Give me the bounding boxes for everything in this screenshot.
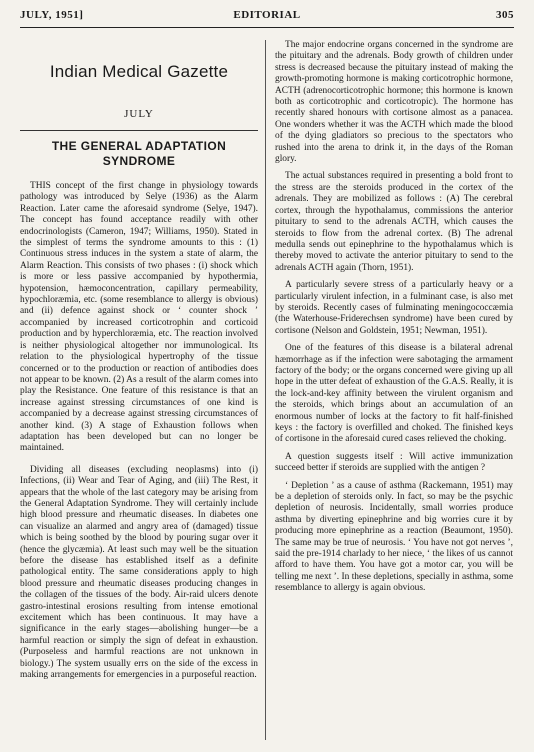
header-rule — [20, 27, 514, 28]
left-paragraph-2: Dividing all diseases (excluding neoplasms) into (i) Infections, (ii) Wear and Tear of Aging, and (iii) The Rest, it appears that the whole of the last category may be arising from the General Adaptation Syndrome. They will certainly include high blood pressure and rheumatic diseases. In diabetes one can visualize an alarmed and angry area of (damaged) tissue which is being soothed by the blood by pouring sugar over it (hence the glycæmia). At least such may well be the situation before the disease has established itself as a definite pathological entity. The same considerations apply to high blood pressure and rheumatic diseases producing changes in the collagen of the tissues of the body. Air-raid ulcers denote gastro-intestinal erosions resulting from intense emotional excitement which has been continuous. It may have a significance in the early stages—abolishing hunger—be a harmful reaction or simply the sign of defeat in exhaustion. (Purposeless and harmful reactions are not unknown in biology.) The system usually errs on the side of the excess in making arrangements for emergencies in a purposeful reaction. — [20, 464, 258, 681]
right-paragraph-4: One of the features of this disease is a bilateral adrenal hæmorrhage as if the infection were sabotaging the armament factory of the body; or the organs concerned were giving up all hope in the utter defeat of exhaustion of the G.A.S. Really, it is the lock-and-key affinity between the virulent organism and the steroids, which brings about an accumulation of an enormous number of locks at the factory to fit half-finished keys : the factory is overfilled and choked. The finished keys of cortisone in the aforesaid cured cases relieved the choking. — [275, 343, 513, 445]
page-number: 305 — [496, 9, 514, 21]
issue-month: JULY — [124, 108, 154, 120]
article-title — [20, 139, 258, 169]
right-paragraph-1: The major endocrine organs concerned in the syndrome are the pituitary and the adrenals. Body growth of children under stress is decreased because the pituitary instead of making the growth-promoting hormone is making corticotrophic hormone, ACTH (adrenocorticotrophic hormone; this hormone is known both as corticotrophic and corticotropic). The hormone has recently shared honours with cortisone almost as a panacea. One wonders whether it was the ACTH which made the blood of the dying gladiators so precious to the spectators who rushed into the arena to drink it, in the days of the Roman glory. — [275, 40, 513, 165]
header-date: JULY, 1951] — [20, 9, 84, 21]
right-paragraph-2: The actual substances required in presenting a bold front to the stress are the steroids produced in the cortex of the adrenals. They are mobilized as follows : (A) The cerebral cortex, through the hypothalamus, commissions the anterior pituitary to send to the adrenals ACTH, which causes the steroids to flow from the adrenal cortex. (B) The adrenal medulla sends out epinephrine to the hypothalamus which is thereby moved to activate the anterior pituitary to send to the adrenals ACTH again (Thorn, 1951). — [275, 171, 513, 273]
article-title-line-2: SYNDROME — [102, 154, 176, 168]
article-title-line-1: THE GENERAL ADAPTATION — [51, 139, 227, 153]
left-paragraph-1: THIS concept of the first change in physiology towards pathology was introduced by Selye (1936) as the Alarm Reaction. Later came the aforesaid syndrome (Selye, 1947). The concept has found acceptance readily with other endocrinologists (Cameron, 1947; Williams, 1950). Stated in the simplest of terms the syndrome amounts to this : (1) Continuous stress induces in the system a state of alarm, the Alarm Reaction. This consists of two phases : (i) shock which is more or less passive accompanied by hypothermia, hypotension, hæmoconcentration, capillary permeability, hypochloræmia, etc. (some resemblance to allergy is obvious) and (ii) defence against shock or ‘ counter shock ’ accompanied by increased corticotrophin and corticoid production and by hyperchloræmia, etc. The reaction involved is neither physiological altogether nor immunological. Its relation to the physiological hypertrophy of the tissue concerned or to the production or reaction of antibodies does not appear to be known. (2) As a result of the alarm comes into play the Resistance. One feature of this resistance is that an increase against stressing circumstances of one kind is accompanied by a decrease against stressing circumstances of another kind. (3) A stage of Exhaustion follows when adaptation has been developed but can no longer be maintained. — [20, 181, 258, 454]
running-header — [20, 6, 514, 26]
left-column — [20, 40, 258, 681]
right-column — [275, 40, 513, 601]
journal-title: Indian Medical Gazette — [49, 62, 229, 81]
title-rule — [20, 130, 258, 131]
right-paragraph-3: A particularly severe stress of a particularly heavy or a particularly virulent infection, in a fulminant case, is also met by steroids. Recently cases of fulminating meningococcæmia (the Waterhouse-Friderechsen syndrome) have been cured by cortisone (Nelson and Goldstein, 1951; Newman, 1951). — [275, 280, 513, 336]
column-divider — [265, 40, 266, 740]
header-section: EDITORIAL — [233, 9, 301, 21]
right-paragraph-6: ‘ Depletion ’ as a cause of asthma (Rackemann, 1951) may be a depletion of steroids only. In fact, so may be the psychic depletion of neurosis. Incidentally, small worries produce asthma by diverting epinephrine and big worries cure it by producing more epinephrine as a reaction (Beaumont, 1950). The same may be true of neurosis. ‘ You have not got nerves ’, said the pre-1914 charlady to her niece, ‘ the likes of us cannot afford to have them. You have got a motor car, you will be telling me next ’. In these depletions, specially in asthma, some resemblance to allergy is again obvious. — [275, 480, 513, 594]
right-paragraph-5: A question suggests itself : Will active immunization succeed better if steroids are supplied with the antigen ? — [275, 451, 513, 474]
